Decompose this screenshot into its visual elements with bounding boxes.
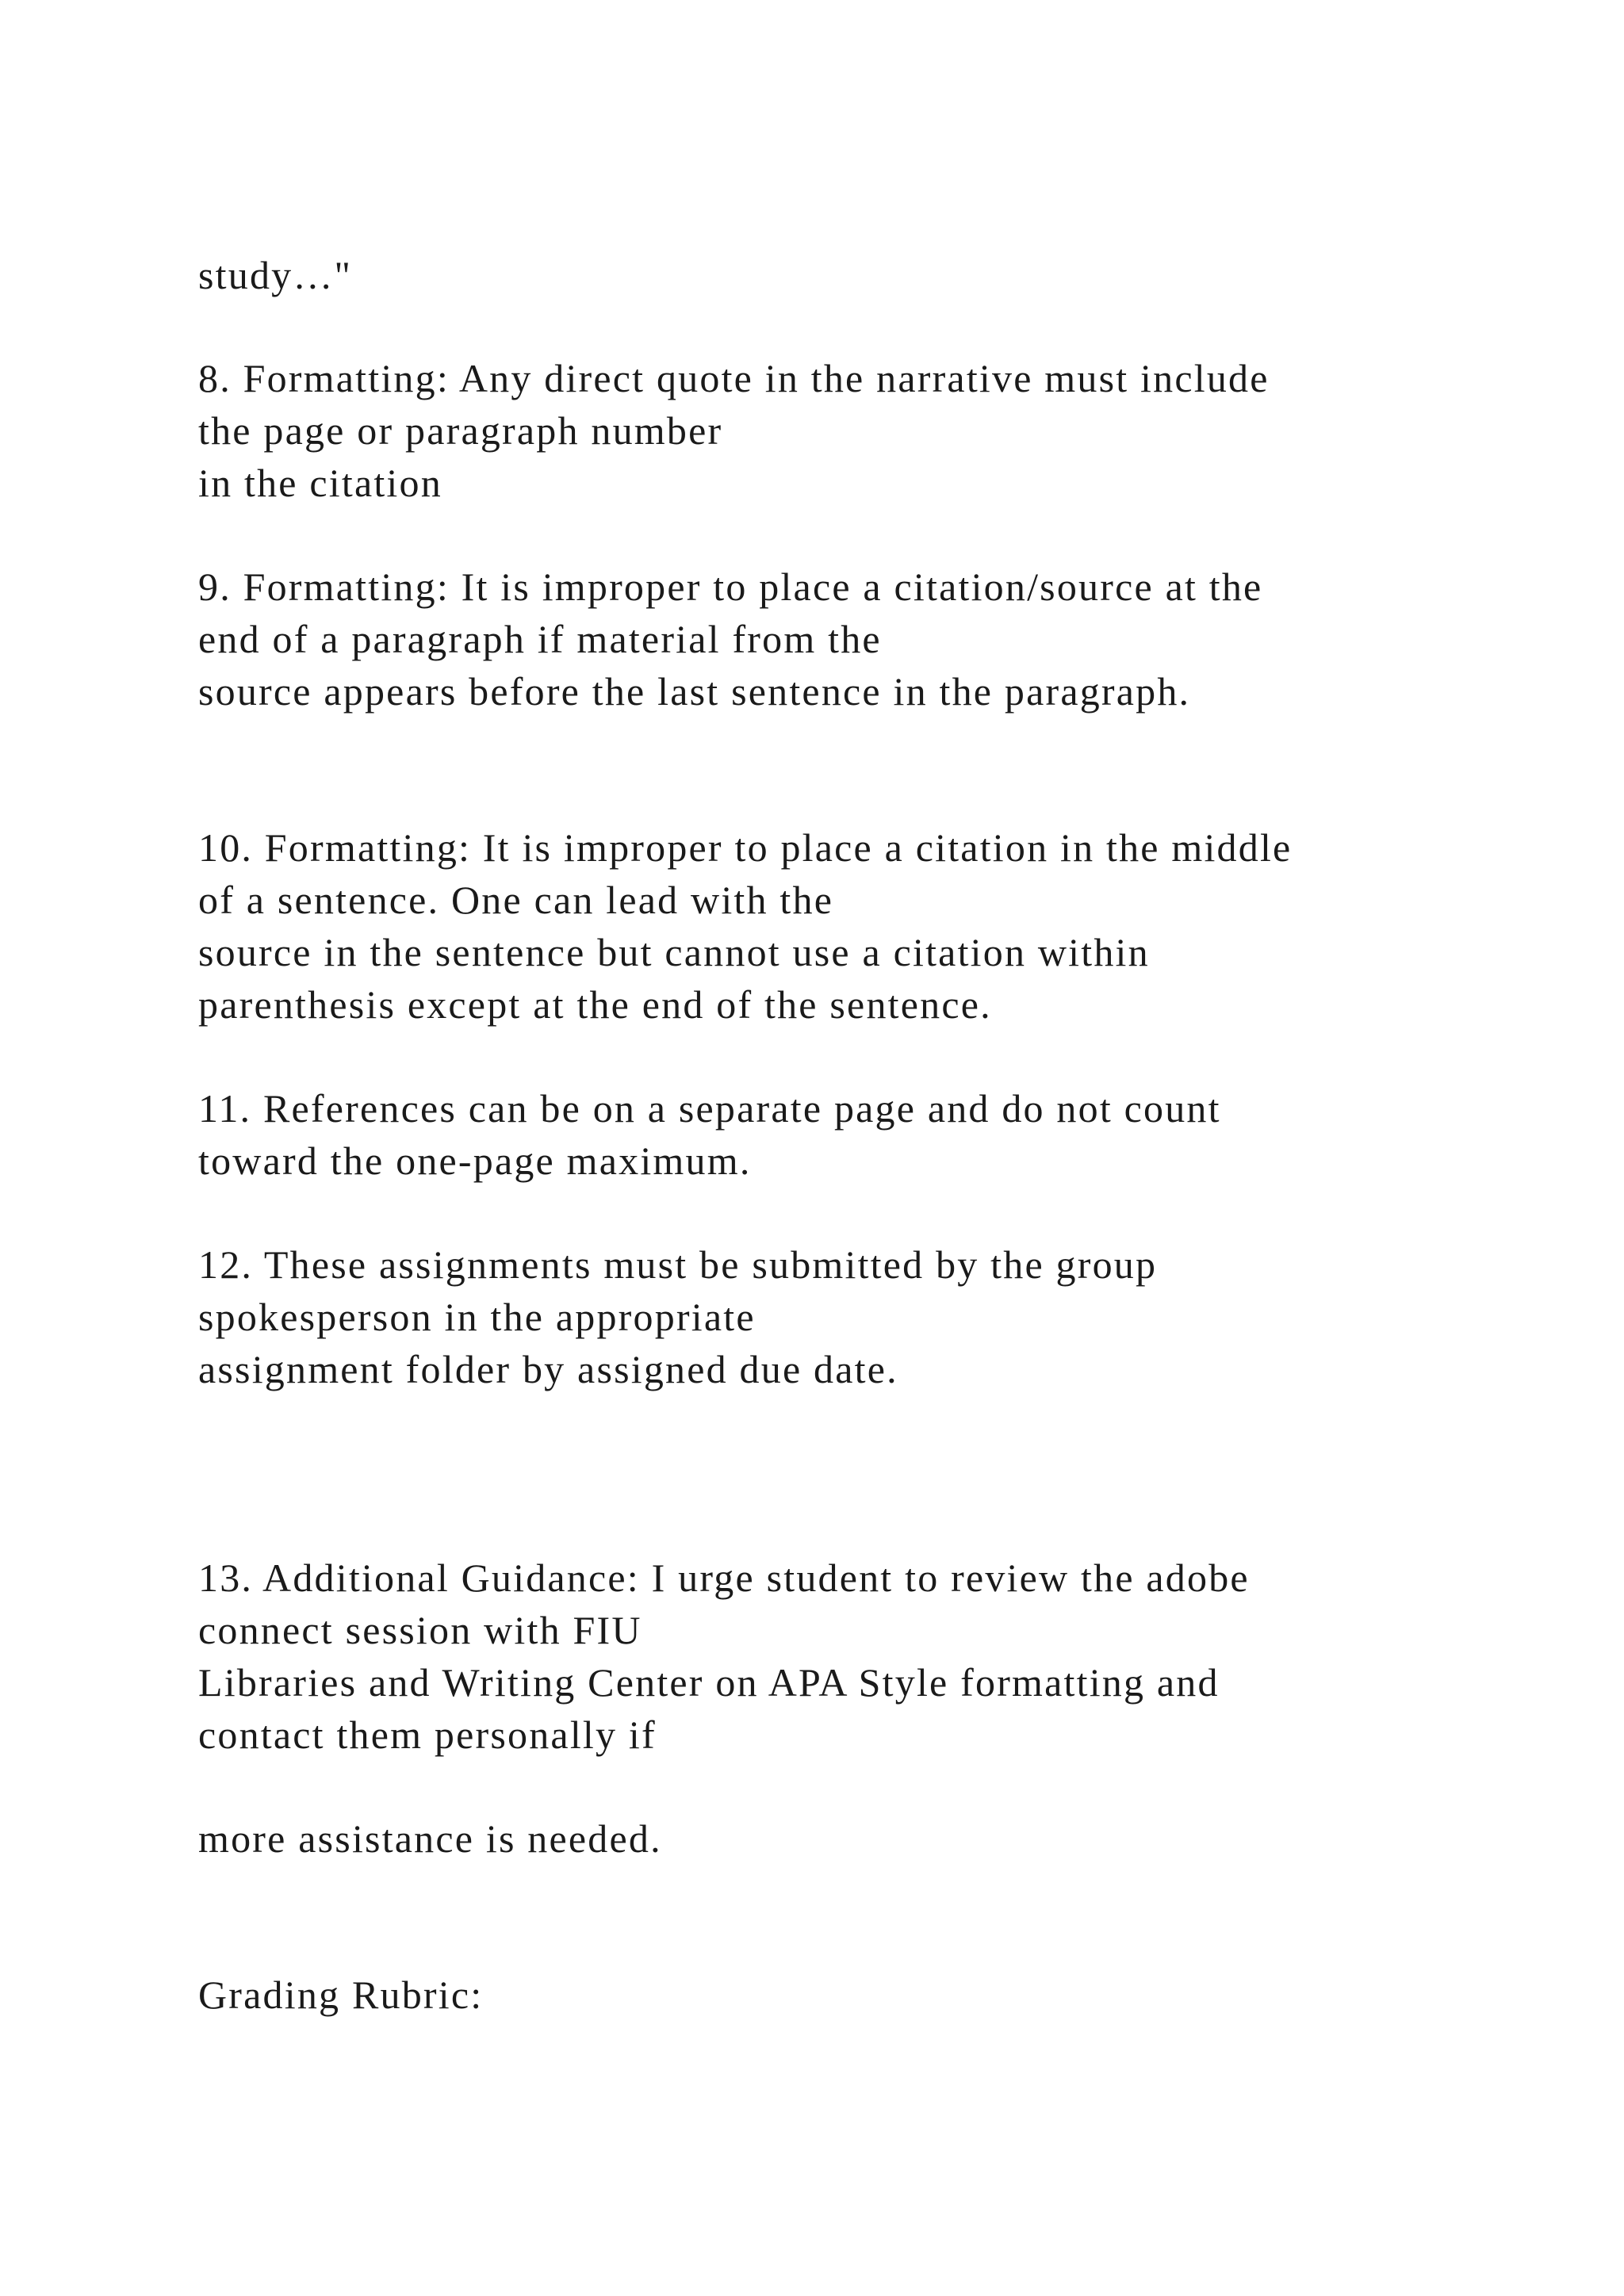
- text-line-item-8-cont: the page or paragraph number: [198, 408, 723, 453]
- text-line-item-10-cont: of a sentence. One can lead with the: [198, 878, 834, 922]
- text-line-item-12: 12. These assignments must be submitted by the group: [198, 1242, 1158, 1287]
- text-line-item-10: 10. Formatting: It is improper to place a citation in the middle: [198, 825, 1293, 870]
- text-line-item-12-cont: spokesperson in the appropriate: [198, 1295, 756, 1339]
- text-line-item-9-cont: end of a paragraph if material from the: [198, 617, 882, 661]
- grading-rubric-heading: Grading Rubric:: [198, 1973, 484, 2017]
- text-line-item-9: 9. Formatting: It is improper to place a citation/source at the: [198, 564, 1263, 609]
- text-line-item-13-cont: more assistance is needed.: [198, 1816, 662, 1861]
- text-line-item-11: 11. References can be on a separate page and do not count: [198, 1086, 1221, 1131]
- text-line-item-13-cont: contact them personally if: [198, 1712, 657, 1757]
- text-line-study-quote: study…": [198, 253, 353, 297]
- text-line-item-11-cont: toward the one-page maximum.: [198, 1138, 752, 1183]
- text-line-item-10-cont: source in the sentence but cannot use a citation within: [198, 930, 1150, 974]
- text-line-item-8-cont: in the citation: [198, 461, 442, 505]
- text-line-item-13-cont: Libraries and Writing Center on APA Style formatting and: [198, 1660, 1220, 1705]
- text-line-item-13-cont: connect session with FIU: [198, 1608, 642, 1652]
- text-line-item-13: 13. Additional Guidance: I urge student to review the adobe: [198, 1556, 1250, 1600]
- text-line-item-12-cont: assignment folder by assigned due date.: [198, 1347, 898, 1391]
- text-line-item-8: 8. Formatting: Any direct quote in the narrative must include: [198, 356, 1270, 400]
- text-line-item-9-cont: source appears before the last sentence in the paragraph.: [198, 669, 1191, 714]
- text-line-item-10-cont: parenthesis except at the end of the sentence.: [198, 982, 992, 1027]
